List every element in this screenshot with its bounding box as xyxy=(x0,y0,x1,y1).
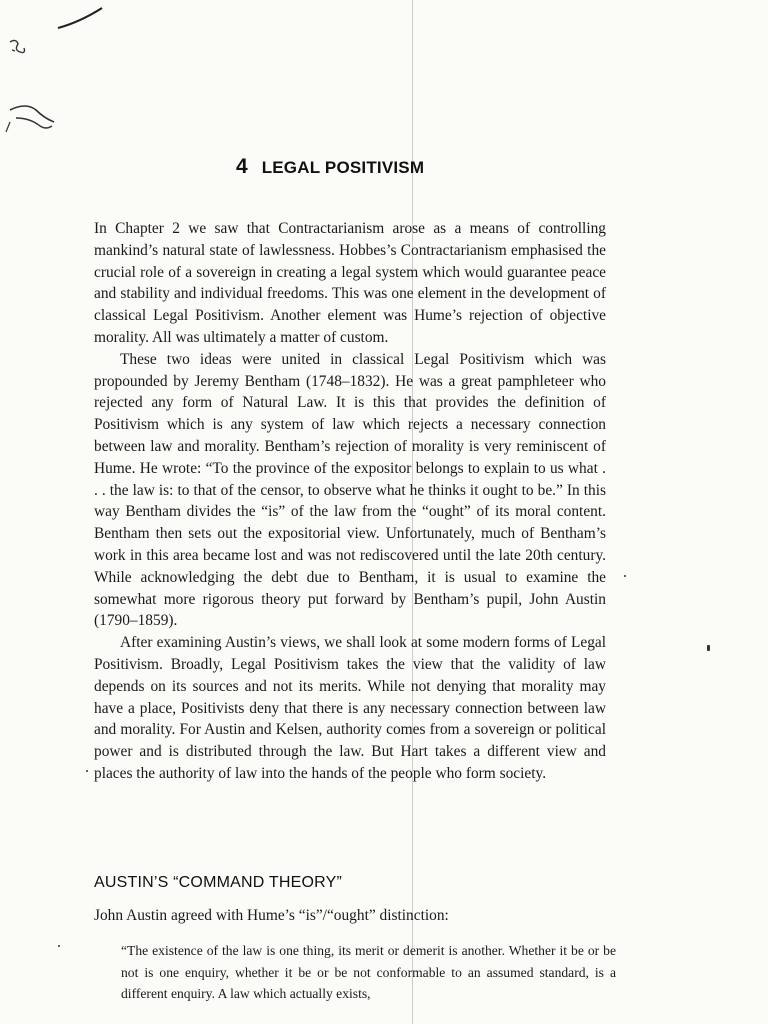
scan-speck xyxy=(624,575,626,577)
chapter-heading xyxy=(236,155,424,179)
body-text xyxy=(94,218,606,785)
paragraph-1: In Chapter 2 we saw that Contractarianism arose as a means of controlling mankind’s natural state of lawlessness. Hobbes’s Contractarianism emphasised the crucial role of a sovereign in creating a legal system which would guarantee peace and stability and individual freedoms. This was one element in the development of classical Legal Positivism. Another element was Hume’s rejection of objective morality. All was ultimately a matter of custom. xyxy=(94,220,606,346)
scan-speck xyxy=(86,770,88,772)
chapter-number: 4 xyxy=(236,155,248,178)
pen-mark-hook xyxy=(0,96,60,156)
pen-mark-top xyxy=(52,0,112,36)
quote-text: “The existence of the law is one thing, its merit or demerit is another. Whether it be or be not is one enquiry, whether it be or be not conformable to an assumed standard, is a different enquiry. A law which actually exists, xyxy=(121,943,616,1001)
section-heading: AUSTIN’S “COMMAND THEORY” xyxy=(94,874,342,891)
pen-mark-squiggle xyxy=(6,36,32,60)
scan-speck xyxy=(58,945,60,947)
paragraph-2: These two ideas were united in classical Legal Positivism which was propounded by Jeremy Bentham (1748–1832). He was a great pamphleteer who rejected any form of Natural Law. It is this that provides the definition of Positivism which is any system of law which rejects a necessary connection between law and morality. Bentham’s rejection of morality is very reminiscent of Hume. He wrote: “To the province of the expositor belongs to explain to us what . . . the law is: to that of the censor, to observe what he thinks it ought to be.” In this way Bentham divides the “is” of the law from the “ought” of its moral content. Bentham then sets out the expositorial view. Unfortunately, much of Bentham’s work in this area became lost and was not rediscovered until the late 20th century. While acknowledging the debt due to Bentham, it is usual to examine the somewhat more rigorous theory put forward by Bentham’s pupil, John Austin (1790–1859). xyxy=(94,350,606,630)
chapter-title: LEGAL POSITIVISM xyxy=(261,158,425,177)
section-intro: John Austin agreed with Hume’s “is”/“ought” distinction: xyxy=(94,907,449,924)
scan-speck xyxy=(707,645,710,651)
paragraph-3: After examining Austin’s views, we shall look at some modern forms of Legal Positivism. Broadly, Legal Positivism takes the view that the validity of law depends on its sources and not its merits. While not denying that morality may have a place, Positivists deny that there is any necessary connection between law and morality. For Austin and Kelsen, authority comes from a sovereign or political power and is distributed through the law. But Hart takes a different view and places the authority of law into the hands of the people who form society. xyxy=(94,634,606,782)
block-quote xyxy=(121,940,616,1005)
